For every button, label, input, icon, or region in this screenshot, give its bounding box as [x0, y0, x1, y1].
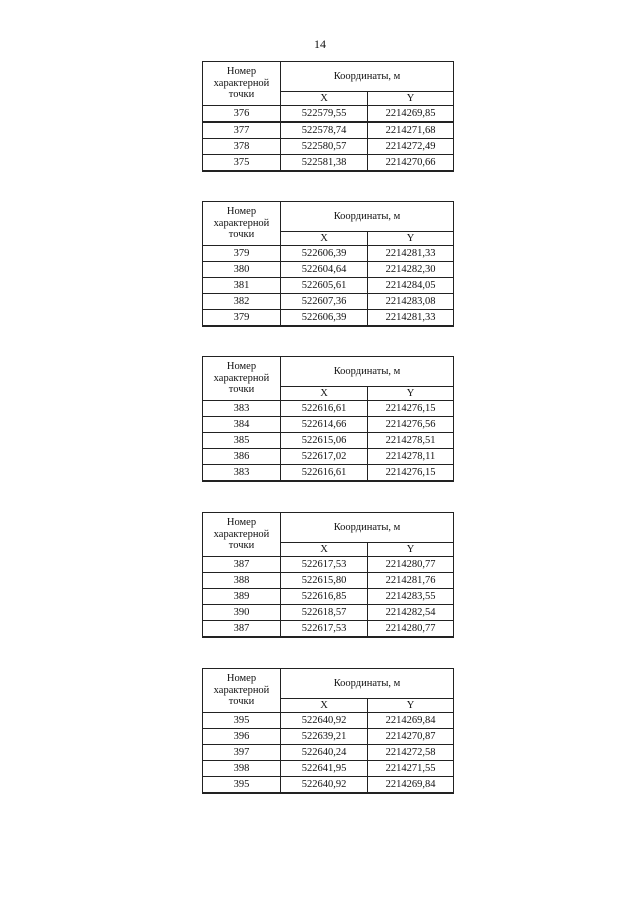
- coordinates-header: Координаты, м: [281, 357, 454, 387]
- point-number-header-line: Номер: [226, 517, 257, 529]
- point-number-header-line: точки: [228, 229, 255, 241]
- x-coordinate-cell: 522616,85: [281, 589, 368, 605]
- x-coordinate-cell: 522604,64: [281, 262, 368, 278]
- point-number-header-line: характерной: [213, 684, 270, 696]
- x-coordinate-cell: 522605,61: [281, 278, 368, 294]
- coordinates-table: [202, 61, 454, 172]
- table-row: [203, 745, 454, 761]
- table-row: [203, 294, 454, 310]
- y-coordinate-cell: 2214283,08: [368, 294, 454, 310]
- point-number-header-line: точки: [228, 89, 255, 101]
- coordinates-header: Координаты, м: [281, 513, 454, 543]
- point-number-cell: 389: [203, 589, 281, 605]
- point-number-cell: 398: [203, 761, 281, 777]
- y-coordinate-cell: 2214271,55: [368, 761, 454, 777]
- x-coordinate-cell: 522617,02: [281, 449, 368, 465]
- point-number-header-line: характерной: [213, 77, 270, 89]
- y-coordinate-cell: 2214269,84: [368, 713, 454, 729]
- point-number-cell: 386: [203, 449, 281, 465]
- table-row: [203, 106, 454, 123]
- y-coordinate-cell: 2214269,85: [368, 106, 454, 123]
- point-number-header-line: Номер: [226, 66, 257, 78]
- point-number-header-line: Номер: [226, 206, 257, 218]
- table-row: [203, 589, 454, 605]
- y-coordinate-cell: 2214281,76: [368, 573, 454, 589]
- table-header-row: [203, 357, 454, 387]
- x-axis-header: X: [281, 92, 368, 106]
- table-row: [203, 401, 454, 417]
- y-coordinate-cell: 2214282,54: [368, 605, 454, 621]
- point-number-header: [203, 513, 281, 557]
- y-coordinate-cell: 2214270,66: [368, 155, 454, 172]
- x-coordinate-cell: 522617,53: [281, 557, 368, 573]
- point-number-cell: 387: [203, 621, 281, 638]
- y-coordinate-cell: 2214282,30: [368, 262, 454, 278]
- x-coordinate-cell: 522606,39: [281, 310, 368, 327]
- point-number-cell: 379: [203, 310, 281, 327]
- x-axis-header: X: [281, 699, 368, 713]
- point-number-header-line: точки: [228, 384, 255, 396]
- x-axis-header: X: [281, 387, 368, 401]
- point-number-cell: 385: [203, 433, 281, 449]
- table-header-row: [203, 513, 454, 543]
- x-coordinate-cell: 522607,36: [281, 294, 368, 310]
- table-row: [203, 557, 454, 573]
- point-number-header: [203, 62, 281, 106]
- coordinates-header: Координаты, м: [281, 202, 454, 232]
- x-coordinate-cell: 522581,38: [281, 155, 368, 172]
- x-coordinate-cell: 522616,61: [281, 401, 368, 417]
- x-coordinate-cell: 522618,57: [281, 605, 368, 621]
- coordinates-table: [202, 668, 454, 794]
- point-number-cell: 379: [203, 246, 281, 262]
- table-row: [203, 139, 454, 155]
- point-number-cell: 378: [203, 139, 281, 155]
- coordinates-table: [202, 356, 454, 482]
- table-row: [203, 449, 454, 465]
- y-coordinate-cell: 2214269,84: [368, 777, 454, 794]
- y-axis-header: Y: [368, 387, 454, 401]
- point-number-cell: 377: [203, 122, 281, 139]
- table-header-row: [203, 62, 454, 92]
- point-number-cell: 376: [203, 106, 281, 123]
- point-number-header-line: точки: [228, 696, 255, 708]
- table-row: [203, 729, 454, 745]
- point-number-cell: 395: [203, 713, 281, 729]
- y-axis-header: Y: [368, 232, 454, 246]
- table-header-row: [203, 669, 454, 699]
- table-row: [203, 433, 454, 449]
- point-number-cell: 380: [203, 262, 281, 278]
- x-coordinate-cell: 522639,21: [281, 729, 368, 745]
- point-number-cell: 397: [203, 745, 281, 761]
- x-coordinate-cell: 522640,92: [281, 713, 368, 729]
- point-number-cell: 375: [203, 155, 281, 172]
- x-coordinate-cell: 522615,80: [281, 573, 368, 589]
- x-axis-header: X: [281, 543, 368, 557]
- table-row: [203, 155, 454, 172]
- x-coordinate-cell: 522580,57: [281, 139, 368, 155]
- point-number-header-line: характерной: [213, 528, 270, 540]
- point-number-header-line: точки: [228, 540, 255, 552]
- table-row: [203, 621, 454, 638]
- y-coordinate-cell: 2214283,55: [368, 589, 454, 605]
- table-row: [203, 262, 454, 278]
- point-number-cell: 383: [203, 401, 281, 417]
- y-coordinate-cell: 2214281,33: [368, 310, 454, 327]
- y-coordinate-cell: 2214276,56: [368, 417, 454, 433]
- point-number-header-line: характерной: [213, 217, 270, 229]
- point-number-cell: 388: [203, 573, 281, 589]
- coordinates-header: Координаты, м: [281, 669, 454, 699]
- point-number-cell: 384: [203, 417, 281, 433]
- point-number-header: [203, 357, 281, 401]
- point-number-header-line: характерной: [213, 372, 270, 384]
- point-number-cell: 396: [203, 729, 281, 745]
- point-number-cell: 383: [203, 465, 281, 482]
- table-row: [203, 465, 454, 482]
- y-coordinate-cell: 2214278,11: [368, 449, 454, 465]
- table-row: [203, 310, 454, 327]
- table-row: [203, 417, 454, 433]
- point-number-cell: 395: [203, 777, 281, 794]
- table-row: [203, 605, 454, 621]
- coordinates-table: [202, 201, 454, 327]
- y-coordinate-cell: 2214271,68: [368, 122, 454, 139]
- x-coordinate-cell: 522579,55: [281, 106, 368, 123]
- point-number-cell: 381: [203, 278, 281, 294]
- y-coordinate-cell: 2214272,58: [368, 745, 454, 761]
- y-coordinate-cell: 2214272,49: [368, 139, 454, 155]
- y-coordinate-cell: 2214270,87: [368, 729, 454, 745]
- y-coordinate-cell: 2214278,51: [368, 433, 454, 449]
- point-number-header-line: Номер: [226, 673, 257, 685]
- y-coordinate-cell: 2214280,77: [368, 621, 454, 638]
- point-number-cell: 382: [203, 294, 281, 310]
- table-row: [203, 573, 454, 589]
- y-axis-header: Y: [368, 92, 454, 106]
- x-coordinate-cell: 522615,06: [281, 433, 368, 449]
- x-coordinate-cell: 522640,24: [281, 745, 368, 761]
- x-axis-header: X: [281, 232, 368, 246]
- y-coordinate-cell: 2214284,05: [368, 278, 454, 294]
- x-coordinate-cell: 522617,53: [281, 621, 368, 638]
- y-coordinate-cell: 2214276,15: [368, 465, 454, 482]
- table-row: [203, 713, 454, 729]
- point-number-header: [203, 202, 281, 246]
- point-number-cell: 387: [203, 557, 281, 573]
- table-row: [203, 122, 454, 139]
- point-number-cell: 390: [203, 605, 281, 621]
- coordinates-header: Координаты, м: [281, 62, 454, 92]
- table-row: [203, 777, 454, 794]
- point-number-header-line: Номер: [226, 361, 257, 373]
- x-coordinate-cell: 522578,74: [281, 122, 368, 139]
- table-row: [203, 246, 454, 262]
- x-coordinate-cell: 522614,66: [281, 417, 368, 433]
- coordinates-table: [202, 512, 454, 638]
- table-header-row: [203, 202, 454, 232]
- y-coordinate-cell: 2214281,33: [368, 246, 454, 262]
- x-coordinate-cell: 522640,92: [281, 777, 368, 794]
- page-number: 14: [314, 37, 326, 51]
- x-coordinate-cell: 522606,39: [281, 246, 368, 262]
- table-row: [203, 278, 454, 294]
- x-coordinate-cell: 522641,95: [281, 761, 368, 777]
- y-coordinate-cell: 2214276,15: [368, 401, 454, 417]
- y-axis-header: Y: [368, 699, 454, 713]
- y-coordinate-cell: 2214280,77: [368, 557, 454, 573]
- point-number-header: [203, 669, 281, 713]
- table-row: [203, 761, 454, 777]
- x-coordinate-cell: 522616,61: [281, 465, 368, 482]
- y-axis-header: Y: [368, 543, 454, 557]
